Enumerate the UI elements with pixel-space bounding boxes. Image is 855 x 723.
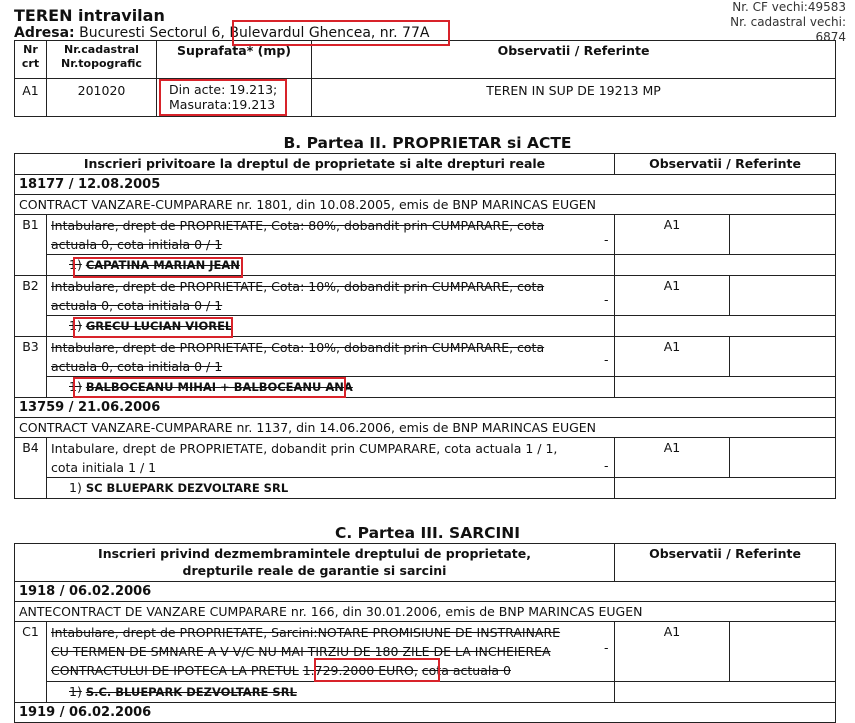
entry-ref-empty bbox=[730, 622, 836, 682]
contract-text: ANTECONTRACT DE VANZARE CUMPARARE nr. 166, din 30.01.2006, emis de BNP MARINCAS EUGEN bbox=[15, 602, 836, 622]
obs-dash: - bbox=[604, 292, 609, 307]
owner-name: CAPATINA MARIAN JEAN bbox=[85, 258, 240, 272]
entry-ref-empty bbox=[730, 337, 836, 377]
entry-obs-cell bbox=[615, 377, 836, 398]
entry-ref: A1 bbox=[615, 622, 730, 682]
entry-row-c1 bbox=[15, 622, 836, 682]
entry-text: Intabulare, drept de PROPRIETATE, Cota: 10%, dobandit prin CUMPARARE, cota actuala 0, cota initiala 0 / 1 bbox=[47, 337, 615, 377]
part3-table bbox=[14, 543, 836, 723]
col-cadastral-header: Nr.cadastral Nr.topografic bbox=[47, 41, 157, 79]
obs-dash: - bbox=[604, 640, 609, 655]
surface-acte: Din acte: 19.213; bbox=[169, 82, 278, 97]
land-nr: A1 bbox=[15, 79, 47, 117]
cf-old: Nr. CF vechi:49583 bbox=[732, 0, 846, 14]
part3-col-main: Inscrieri privind dezmembramintele dreptului de proprietate, drepturile reale de garantie si sarcini bbox=[15, 544, 615, 582]
part2-header bbox=[15, 154, 836, 175]
contract-row bbox=[15, 195, 836, 215]
entry-nr: B1 bbox=[15, 215, 47, 276]
owner-row-b3 bbox=[15, 377, 836, 398]
land-table bbox=[14, 40, 836, 117]
group-id: 1919 / 06.02.2006 bbox=[15, 703, 836, 723]
entry-nr: B4 bbox=[15, 438, 47, 499]
entry-obs-cell bbox=[615, 478, 836, 499]
group-row bbox=[15, 582, 836, 602]
entry-ref-empty bbox=[730, 276, 836, 316]
owner-row-b4 bbox=[15, 478, 836, 499]
entry-row-b4 bbox=[15, 438, 836, 478]
page-title: TEREN intravilan bbox=[14, 6, 165, 25]
owner-cell: 1) GRECU LUCIAN VIOREL bbox=[47, 316, 615, 337]
col-obs-header: Observatii / Referinte bbox=[312, 41, 836, 79]
entry-row-b3 bbox=[15, 337, 836, 377]
obs-dash: - bbox=[604, 232, 609, 247]
entry-nr: C1 bbox=[15, 622, 47, 703]
entry-row-b1 bbox=[15, 215, 836, 255]
address-part2: Bulevardul Ghencea, nr. 77A bbox=[229, 25, 430, 41]
surface-masurata: Masurata:19.213 bbox=[169, 97, 276, 112]
land-obs: TEREN IN SUP DE 19213 MP bbox=[312, 79, 836, 117]
entry-text: Intabulare, drept de PROPRIETATE, Cota: 80%, dobandit prin CUMPARARE, cota actuala 0, cota initiala 0 / 1 bbox=[47, 215, 615, 255]
group-row bbox=[15, 398, 836, 418]
part3-header bbox=[15, 544, 836, 582]
owner-name: S.C. BLUEPARK DEZVOLTARE SRL bbox=[85, 685, 297, 699]
part3-col-obs: Observatii / Referinte bbox=[615, 544, 836, 582]
entry-obs-cell bbox=[615, 316, 836, 337]
owner-cell: 1) SC BLUEPARK DEZVOLTARE SRL bbox=[47, 478, 615, 499]
price-value: 1.729.2000 EURO, bbox=[302, 663, 418, 678]
entry-ref-empty bbox=[730, 215, 836, 255]
part3-title: C. Partea III. SARCINI bbox=[334, 524, 521, 542]
part2-table bbox=[14, 153, 836, 499]
owner-name: SC BLUEPARK DEZVOLTARE SRL bbox=[85, 481, 289, 495]
owner-row-b1 bbox=[15, 255, 836, 276]
old-references bbox=[696, 0, 846, 45]
part2-col-main: Inscrieri privitoare la dreptul de proprietate si alte drepturi reale bbox=[15, 154, 615, 175]
entry-ref: A1 bbox=[615, 215, 730, 255]
col-surface-header: Suprafata* (mp) bbox=[157, 41, 312, 79]
entry-text: Intabulare, drept de PROPRIETATE, Sarcini:NOTARE PROMISIUNE DE INSTRAINARE CU TERMEN DE SMNARE A V V/C NU MAI TIRZIU DE 180 ZILE DE LA INCHEIEREA CONTRACTULUI DE IPOTECA LA PRETUL 1.729.2000 EURO, cota actuala 0 bbox=[47, 622, 615, 682]
entry-ref: A1 bbox=[615, 438, 730, 478]
obs-dash: - bbox=[604, 458, 609, 473]
address-part1: Bucuresti Sectorul 6, bbox=[79, 25, 225, 41]
owner-cell: 1) S.C. BLUEPARK DEZVOLTARE SRL bbox=[47, 682, 615, 703]
entry-text: Intabulare, drept de PROPRIETATE, Cota: 10%, dobandit prin CUMPARARE, cota actuala 0, cota initiala 0 / 1 bbox=[47, 276, 615, 316]
col-nr-header: Nr crt bbox=[15, 41, 47, 79]
entry-ref: A1 bbox=[615, 276, 730, 316]
contract-text: CONTRACT VANZARE-CUMPARARE nr. 1137, din 14.06.2006, emis de BNP MARINCAS EUGEN bbox=[15, 418, 836, 438]
part2-col-obs: Observatii / Referinte bbox=[615, 154, 836, 175]
group-id: 1918 / 06.02.2006 bbox=[15, 582, 836, 602]
obs-dash: - bbox=[604, 352, 609, 367]
owner-cell: 1) BALBOCEANU MIHAI + BALBOCEANU ANA bbox=[47, 377, 615, 398]
group-row bbox=[15, 175, 836, 195]
land-surface bbox=[157, 79, 312, 117]
entry-row-b2 bbox=[15, 276, 836, 316]
owner-name: GRECU LUCIAN VIOREL bbox=[85, 319, 233, 333]
owner-name: BALBOCEANU MIHAI + BALBOCEANU ANA bbox=[85, 380, 353, 394]
entry-nr: B3 bbox=[15, 337, 47, 398]
entry-ref-empty bbox=[730, 438, 836, 478]
address-label: Adresa: bbox=[14, 25, 75, 41]
owner-row-b2 bbox=[15, 316, 836, 337]
contract-text: CONTRACT VANZARE-CUMPARARE nr. 1801, din 10.08.2005, emis de BNP MARINCAS EUGEN bbox=[15, 195, 836, 215]
contract-row bbox=[15, 602, 836, 622]
part2-title: B. Partea II. PROPRIETAR si ACTE bbox=[283, 134, 572, 152]
land-cadastral: 201020 bbox=[47, 79, 157, 117]
owner-row-c1 bbox=[15, 682, 836, 703]
owner-cell: 1) CAPATINA MARIAN JEAN bbox=[47, 255, 615, 276]
cadastral-old: Nr. cadastral vechi: 6874 bbox=[730, 15, 846, 44]
land-table-row bbox=[15, 79, 836, 117]
group-id: 13759 / 21.06.2006 bbox=[15, 398, 836, 418]
land-table-header bbox=[15, 41, 836, 79]
entry-ref: A1 bbox=[615, 337, 730, 377]
entry-text: Intabulare, drept de PROPRIETATE, dobandit prin CUMPARARE, cota actuala 1 / 1, cota initiala 1 / 1 bbox=[47, 438, 615, 478]
entry-nr: B2 bbox=[15, 276, 47, 337]
entry-obs-cell bbox=[615, 255, 836, 276]
contract-row bbox=[15, 418, 836, 438]
group-id: 18177 / 12.08.2005 bbox=[15, 175, 836, 195]
address-line bbox=[14, 25, 429, 41]
entry-obs-cell bbox=[615, 682, 836, 703]
